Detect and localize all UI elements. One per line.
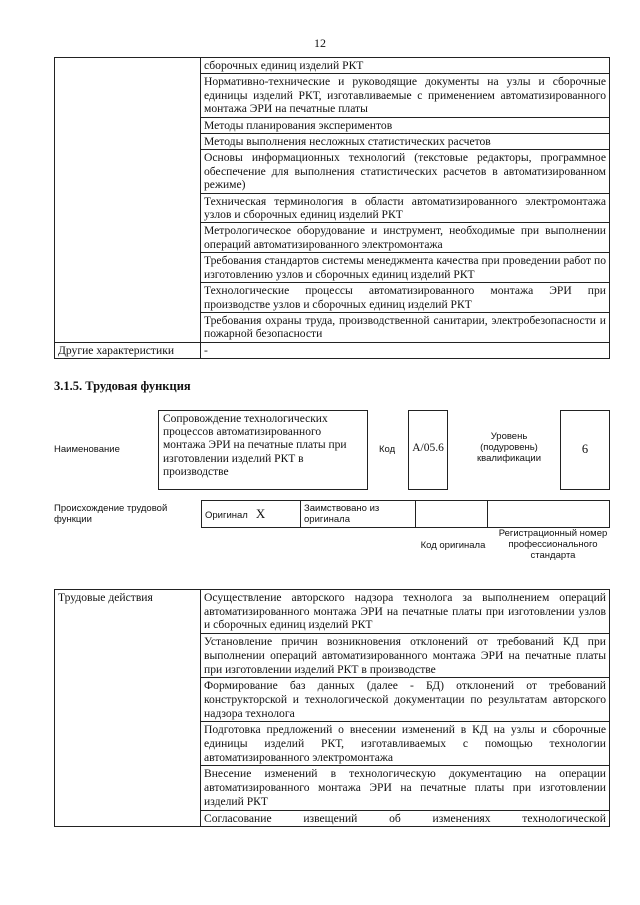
labor-action: Согласование извещений об изменениях технологической	[201, 810, 610, 827]
registration-caption: Регистрационный номер профессионального стандарта	[498, 528, 608, 561]
knowledge-item: Нормативно-технические и руководящие документы на узлы и сборочные единицы изделий РКТ, изготавливаемые с применением автоматизированного монтажа ЭРИ на печатные платы	[201, 74, 610, 117]
original-mark: X	[255, 505, 266, 521]
labor-actions-table	[54, 589, 610, 827]
origin-label: Происхождение трудовой функции	[54, 503, 168, 525]
knowledge-item: сборочных единиц изделий РКТ	[201, 58, 610, 74]
table-row	[55, 590, 610, 634]
knowledge-item: Требования стандартов системы менеджмента качества при проведении работ по изготовлению узлов и сборочных единиц изделий РКТ	[201, 253, 610, 283]
table-row	[55, 58, 610, 74]
labor-action: Установление причин возникновения отклонений от требований КД при выполнении операций автоматизированного монтажа ЭРИ на печатные платы при изготовлении изделий РКТ в производстве	[201, 634, 610, 678]
knowledge-table	[54, 57, 610, 359]
code-value-box: А/05.6	[408, 410, 448, 490]
function-name-box: Сопровождение технологических процессов автоматизированного монтажа ЭРИ на печатные платы при изготовлении изделий РКТ в производстве	[158, 410, 368, 490]
origin-table	[201, 500, 610, 528]
original-cell	[202, 501, 301, 528]
section-heading: 3.1.5. Трудовая функция	[54, 379, 191, 393]
labor-action: Подготовка предложений о внесении изменений в КД на узлы и сборочные единицы изделий РКТ, изготавливаемых с помощью технологии автоматизированного электромонтажа	[201, 722, 610, 766]
knowledge-item: Методы планирования экспериментов	[201, 117, 610, 133]
labor-action: Осуществление авторского надзора технолога за выполнением операций автоматизированного монтажа ЭРИ на печатные платы при изготовлении узлов и сборочных единиц изделий РКТ	[201, 590, 610, 634]
page-number: 12	[314, 36, 326, 50]
table-row	[202, 501, 610, 528]
labor-action: Внесение изменений в технологическую документацию на операции автоматизированного монтажа ЭРИ на печатные платы при изготовлении изделий РКТ	[201, 766, 610, 810]
knowledge-item: Методы выполнения несложных статистических расчетов	[201, 134, 610, 150]
knowledge-item: Техническая терминология в области автоматизированного электромонтажа узлов и сборочных единиц изделий РКТ	[201, 193, 610, 223]
other-characteristics-value: -	[201, 342, 610, 358]
code-caption: Код оригинала	[420, 540, 486, 551]
original-label: Оригинал	[205, 509, 248, 521]
original-code-cell	[416, 501, 488, 528]
labor-action: Формирование баз данных (далее - БД) отклонений от требований конструкторской и технологической документации по результатам авторского надзора технолога	[201, 678, 610, 722]
code-label: Код	[379, 444, 396, 455]
level-label: Уровень (подуровень) квалификации	[476, 431, 542, 464]
other-characteristics-label: Другие характеристики	[55, 342, 201, 358]
knowledge-item: Метрологическое оборудование и инструмент, необходимые при выполнении операций автоматизированного электромонтажа	[201, 223, 610, 253]
empty-label-cell	[55, 58, 201, 343]
borrowed-label: Заимствовано из оригинала	[301, 501, 416, 528]
registration-number-cell	[488, 501, 610, 528]
knowledge-item: Требования охраны труда, производственной санитарии, электробезопасности и пожарной безопасности	[201, 312, 610, 342]
level-value-box: 6	[560, 410, 610, 490]
table-row	[55, 342, 610, 358]
labor-actions-label: Трудовые действия	[55, 590, 201, 827]
knowledge-item: Основы информационных технологий (текстовые редакторы, программное обеспечение для выполнения статистических расчетов в автоматизированном режиме)	[201, 150, 610, 193]
knowledge-item: Технологические процессы автоматизированного монтажа ЭРИ при производстве узлов и сборочных единиц изделий РКТ	[201, 283, 610, 313]
name-label: Наименование	[54, 444, 120, 455]
